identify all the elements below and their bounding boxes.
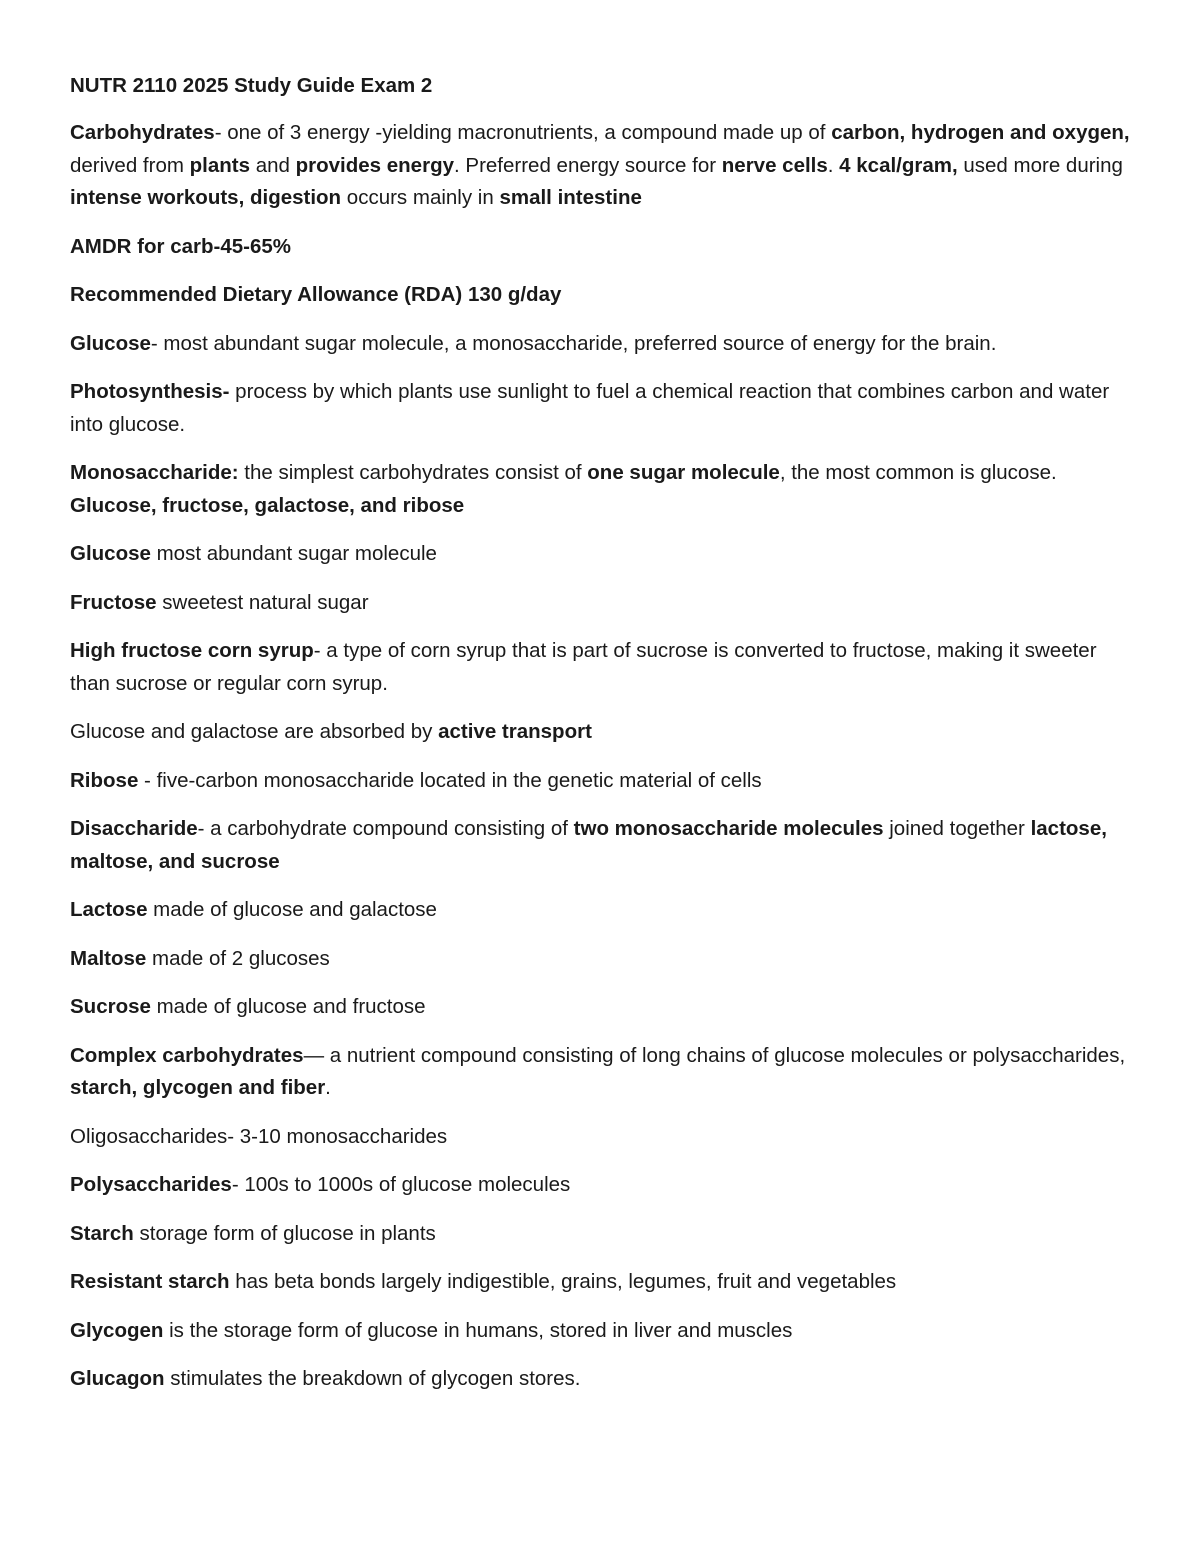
text-segment: storage form of glucose in plants — [133, 1221, 436, 1245]
text-segment: made of glucose and galactose — [147, 898, 437, 921]
bold-term: Glycogen — [70, 1318, 164, 1342]
text-segment: — a nutrient compound consisting of long chains of glucose molecules or polysaccharides, — [303, 1043, 1126, 1067]
bold-term: Disaccharide — [70, 817, 198, 840]
paragraph-complex-carbohydrates-definition — [70, 1040, 1130, 1105]
text-segment: joined together — [883, 817, 1031, 840]
bold-term: High fructose corn syrup — [70, 639, 314, 662]
bold-term: two monosaccharide molecules — [573, 817, 884, 840]
paragraph-polysaccharides-note — [70, 1169, 1130, 1202]
bold-term: one sugar molecule — [587, 461, 780, 484]
paragraph-hfcs-definition — [70, 635, 1130, 700]
bold-term: Starch — [70, 1221, 134, 1245]
text-segment: , the most common is glucose. — [779, 461, 1057, 484]
bold-term: Glucose, fructose, galactose, and ribose — [70, 493, 465, 517]
bold-term: lactose, maltose, and sucrose — [70, 817, 1107, 873]
text-segment: - five-carbon monosaccharide located in the genetic material of cells — [138, 768, 762, 792]
bold-term: carbon, hydrogen and oxygen, — [831, 121, 1130, 144]
bold-term: Glucose — [70, 542, 151, 565]
bold-term: provides energy — [295, 153, 454, 177]
paragraph-disaccharide-definition — [70, 813, 1130, 878]
paragraph-glucagon-note — [70, 1363, 1130, 1396]
paragraph-rda — [70, 279, 1130, 312]
paragraph-glucose-note — [70, 538, 1130, 571]
bold-term: plants — [189, 153, 251, 177]
paragraph-glucose-definition — [70, 328, 1130, 361]
paragraph-starch-note — [70, 1218, 1130, 1251]
text-segment: occurs mainly in — [341, 186, 500, 209]
bold-term: Ribose — [70, 768, 139, 792]
text-segment: process by which plants use sunlight to fuel a chemical reaction that combines carbon and water into glucose. — [70, 380, 1110, 436]
bold-term: Recommended Dietary Allowance (RDA) 130 g/day — [70, 283, 562, 306]
text-segment: sweetest natural sugar — [156, 590, 369, 614]
paragraph-oligosaccharides-note — [70, 1121, 1130, 1154]
text-segment: - 100s to 1000s of glucose molecules — [231, 1173, 571, 1196]
bold-term: Fructose — [70, 590, 157, 614]
paragraph-lactose-note — [70, 894, 1130, 927]
text-segment: - a carbohydrate compound consisting of — [197, 817, 574, 840]
paragraph-sucrose-note — [70, 991, 1130, 1024]
paragraph-fructose-note — [70, 587, 1130, 620]
bold-term: nerve cells — [721, 153, 828, 177]
paragraph-glycogen-note — [70, 1315, 1130, 1348]
bold-term: Lactose — [70, 898, 148, 921]
bold-term: AMDR for carb-45-65% — [70, 234, 291, 258]
text-segment: . — [827, 153, 840, 177]
paragraph-photosynthesis-definition — [70, 376, 1130, 441]
text-segment: is the storage form of glucose in humans, stored in liver and muscles — [163, 1318, 793, 1342]
text-segment: - a type of corn syrup that is part of sucrose is converted to fructose, making it sweeter than sucrose or regular corn syrup. — [70, 639, 1097, 695]
paragraph-amdr-carb — [70, 231, 1130, 264]
bold-term: Glucose — [70, 331, 151, 355]
bold-term: Carbohydrates — [70, 121, 215, 144]
text-segment: - one of 3 energy -yielding macronutrients, a compound made up of — [214, 121, 832, 144]
bold-term: starch, glycogen and fiber — [70, 1076, 326, 1099]
bold-term: Glucagon — [70, 1367, 165, 1390]
bold-term: Monosaccharide: — [70, 461, 239, 484]
document-page — [70, 70, 1130, 1412]
paragraph-ribose-definition — [70, 765, 1130, 798]
text-segment: stimulates the breakdown of glycogen stores. — [164, 1367, 581, 1390]
bold-term: Maltose — [70, 946, 147, 970]
text-segment: . Preferred energy source for — [454, 153, 722, 177]
text-segment: . — [325, 1076, 331, 1099]
bold-term: small intestine — [499, 186, 642, 209]
text-segment: Oligosaccharides- 3-10 monosaccharides — [70, 1124, 448, 1148]
paragraph-maltose-note — [70, 943, 1130, 976]
text-segment: the simplest carbohydrates consist of — [238, 461, 588, 484]
text-segment: Glucose and galactose are absorbed by — [70, 720, 439, 743]
bold-term: 4 kcal/gram, — [839, 153, 958, 177]
bold-term: intense workouts, digestion — [70, 186, 342, 209]
document-title: NUTR 2110 2025 Study Guide Exam 2 — [70, 74, 433, 97]
bold-term: Complex carbohydrates — [70, 1043, 304, 1067]
paragraph-carbohydrates-definition — [70, 117, 1130, 215]
document-body — [70, 117, 1130, 1396]
bold-term: Sucrose — [70, 995, 151, 1018]
paragraph-absorption-note — [70, 716, 1130, 749]
text-segment: derived from — [70, 153, 190, 177]
text-segment: used more during — [957, 153, 1123, 177]
paragraph-monosaccharide-definition — [70, 457, 1130, 522]
bold-term: Polysaccharides — [70, 1173, 232, 1196]
bold-term: Resistant starch — [70, 1270, 230, 1293]
text-segment: most abundant sugar molecule — [150, 542, 437, 565]
bold-term: Photosynthesis- — [70, 380, 230, 403]
text-segment: made of 2 glucoses — [146, 946, 330, 970]
paragraph-resistant-starch-note — [70, 1266, 1130, 1299]
text-segment: has beta bonds largely indigestible, grains, legumes, fruit and vegetables — [229, 1270, 897, 1293]
text-segment: made of glucose and fructose — [150, 995, 426, 1018]
bold-term: active transport — [438, 720, 592, 743]
text-segment: and — [250, 153, 296, 177]
text-segment: - most abundant sugar molecule, a monosaccharide, preferred source of energy for the brain. — [150, 331, 997, 355]
